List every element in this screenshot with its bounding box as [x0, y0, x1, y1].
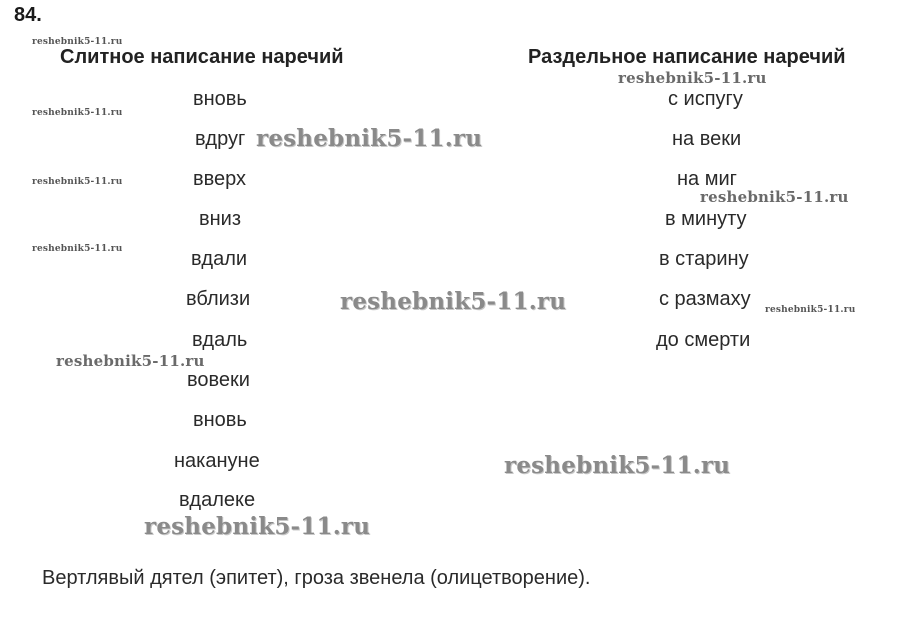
list-item: с размаху — [659, 288, 751, 310]
watermark-text: reshebnik5-11.ru — [700, 188, 849, 206]
watermark-text: reshebnik5-11.ru — [144, 513, 371, 540]
list-item: в минуту — [665, 208, 747, 230]
list-item: вновь — [193, 409, 247, 431]
right-column-heading: Раздельное написание наречий — [528, 46, 846, 68]
watermark-text: reshebnik5-11.ru — [765, 305, 856, 315]
list-item: с испугу — [668, 88, 743, 110]
watermark-text: reshebnik5-11.ru — [504, 452, 731, 479]
list-item: вовеки — [187, 369, 250, 391]
left-column-heading: Слитное написание наречий — [60, 46, 344, 68]
watermark-text: reshebnik5-11.ru — [618, 69, 767, 87]
list-item: вверх — [193, 168, 247, 190]
exercise-number: 84. — [14, 4, 42, 26]
list-item: вдалеке — [179, 489, 256, 511]
watermark-text: reshebnik5-11.ru — [256, 125, 483, 152]
watermark-text: reshebnik5-11.ru — [340, 288, 567, 315]
list-item: на миг — [677, 168, 737, 190]
list-item: в старину — [659, 248, 749, 270]
list-item: до смерти — [656, 329, 751, 351]
watermark-text: reshebnik5-11.ru — [32, 37, 123, 47]
watermark-text: reshebnik5-11.ru — [32, 244, 123, 254]
list-item: вниз — [199, 208, 242, 230]
list-item: вновь — [193, 88, 247, 110]
watermark-text: reshebnik5-11.ru — [56, 352, 205, 370]
answer-sentence: Вертлявый дятел (эпитет), гроза звенела (олицетворение). — [42, 567, 591, 589]
watermark-text: reshebnik5-11.ru — [32, 177, 123, 187]
list-item: вдали — [191, 248, 248, 270]
watermark-text: reshebnik5-11.ru — [32, 108, 123, 118]
list-item: на веки — [672, 128, 742, 150]
list-item: вдаль — [192, 329, 248, 351]
list-item: накануне — [174, 450, 260, 472]
list-item: вдруг — [195, 128, 246, 150]
list-item: вблизи — [186, 288, 251, 310]
